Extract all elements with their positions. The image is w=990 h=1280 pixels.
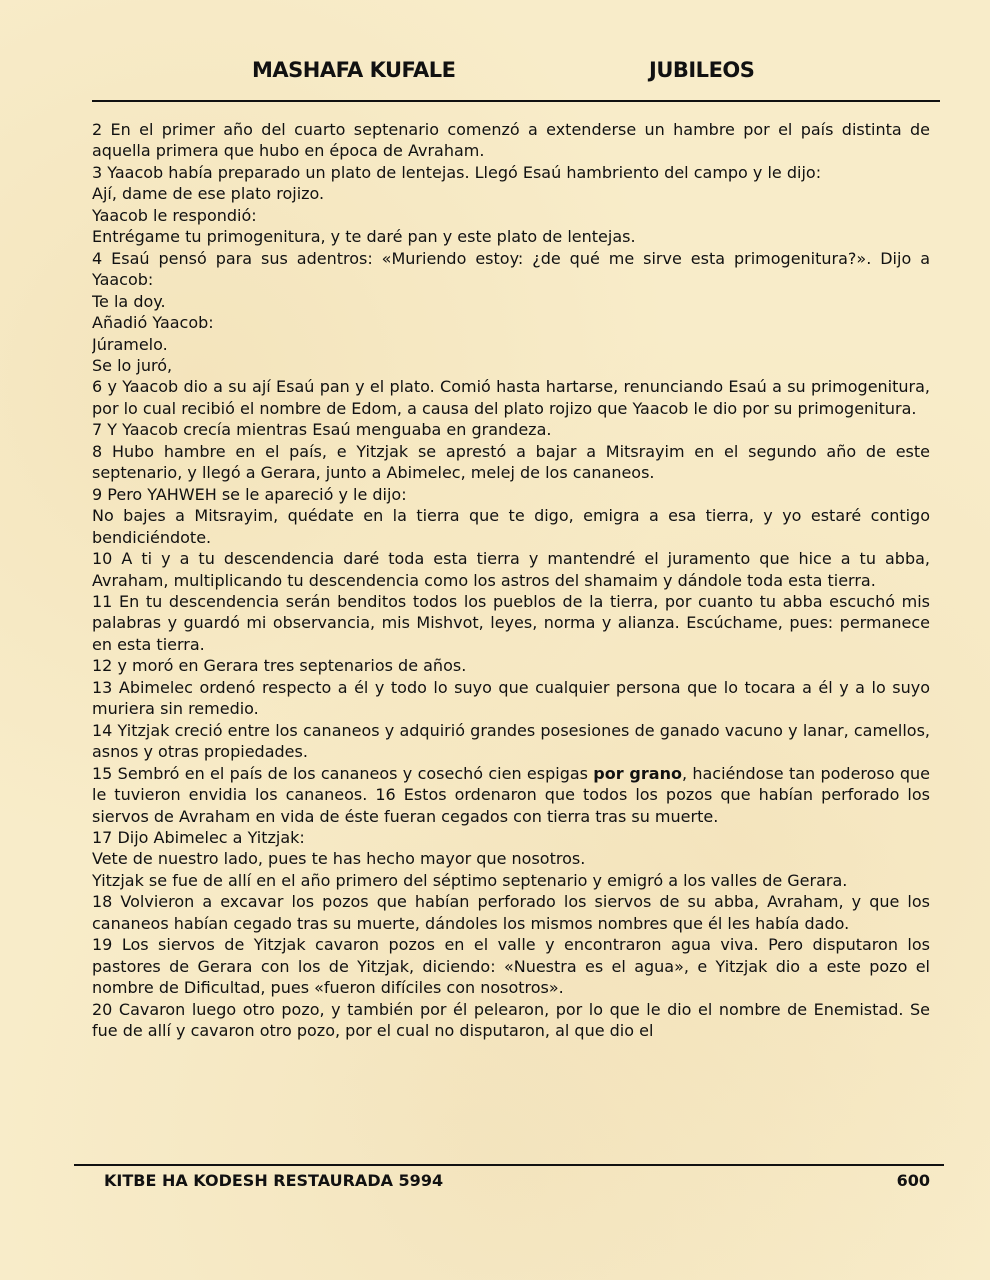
paragraph: 20 Cavaron luego otro pozo, y también por él pelearon, por lo que le dio el nombre de Enemistad. Se fue de allí y cavaron otro pozo, por el cual no disputaron, al que dio el [92, 999, 930, 1041]
paragraph: Vete de nuestro lado, pues te has hecho mayor que nosotros. [92, 849, 586, 869]
page-number: 600 [896, 1171, 930, 1190]
paragraph: 12 y moró en Gerara tres septenarios de años. [92, 656, 467, 676]
header-book-title: MASHAFA KUFALE [252, 58, 456, 82]
paragraph: 4 Esaú pensó para sus adentros: «Muriendo estoy: ¿de qué me sirve esta primogenitura?». Dijo a Yaacob: [92, 248, 930, 290]
paragraph: Añadió Yaacob: [92, 313, 214, 333]
paragraph: 7 Y Yaacob crecía mientras Esaú menguaba en grandeza. [92, 420, 552, 440]
paragraph-15-bold: por grano [593, 763, 682, 783]
paragraph: 19 Los siervos de Yitzjak cavaron pozos en el valle y encontraron agua viva. Pero disputaron los pastores de Gerara con los de Yitzjak, diciendo: «Nuestra es el agua», e Yitzjak dio a este pozo el nombre de Dificultad, pues «fueron difíciles con nosotros». [92, 935, 930, 998]
paragraph: 18 Volvieron a excavar los pozos que habían perforado los siervos de su abba, Avraham, y que los cananeos habían cegado tras su muerte, dándoles los mismos nombres que él les había dado. [92, 892, 930, 933]
paragraph: 14 Yitzjak creció entre los cananeos y adquirió grandes posesiones de ganado vacuno y lanar, camellos, asnos y otras propiedades. [92, 720, 930, 762]
footer-rule [74, 1164, 944, 1166]
paragraph: 6 y Yaacob dio a su ají Esaú pan y el plato. Comió hasta hartarse, renunciando Esaú a su primogenitura, por lo cual recibió el nombre de Edom, a causa del plato rojizo que Yaacob le dio por su primogenitura. [92, 377, 930, 418]
paragraph: 10 A ti y a tu descendencia daré toda esta tierra y mantendré el juramento que hice a tu abba, Avraham, multiplicando tu descendencia como los astros del shamaim y dándole toda esta tierra. [92, 549, 930, 590]
paragraph: 3 Yaacob había preparado un plato de lentejas. Llegó Esaú hambriento del campo y le dijo: [92, 162, 822, 182]
paragraph-15-after: , haciéndose tan poderoso que le tuvieron envidia los cananeos. 16 Estos ordenaron que todos los pozos que habían perforado los siervos de Avraham en vida de éste fueran cegados con tierra tras su muerte. [92, 763, 930, 826]
paragraph: 13 Abimelec ordenó respecto a él y todo lo suyo que cualquier persona que lo tocara a él y a lo suyo muriera sin remedio. [92, 677, 930, 719]
paragraph: 11 En tu descendencia serán benditos todos los pueblos de la tierra, por cuanto tu abba escuchó mis palabras y guardó mi observancia, mis Mishvot, leyes, norma y alianza. Escúchame, pues: permanece en esta tierra. [92, 591, 930, 654]
paragraph: Yaacob le respondió: [92, 205, 257, 225]
header-rule [92, 100, 940, 102]
paragraph: Yitzjak se fue de allí en el año primero del séptimo septenario y emigró a los valles de Gerara. [92, 870, 848, 890]
page-header [92, 58, 940, 88]
paragraph: 2 En el primer año del cuarto septenario comenzó a extenderse un hambre por el país distinta de aquella primera que hubo en época de Avraham. [92, 120, 930, 161]
page-body [92, 119, 930, 1159]
header-section-title: JUBILEOS [649, 58, 755, 82]
paragraph: Ají, dame de ese plato rojizo. [92, 184, 325, 204]
paragraph: 9 Pero YAHWEH se le apareció y le dijo: [92, 484, 407, 504]
paragraph-15 [92, 763, 930, 827]
paragraph: Júramelo. [92, 334, 168, 354]
paragraph: Te la doy. [92, 291, 166, 311]
paragraph-15-before: 15 Sembró en el país de los cananeos y cosechó cien espigas [92, 763, 594, 783]
paragraph: Entrégame tu primogenitura, y te daré pan y este plato de lentejas. [92, 227, 636, 247]
paragraph: 8 Hubo hambre en el país, e Yitzjak se aprestó a bajar a Mitsrayim en el segundo año de este septenario, y llegó a Gerara, junto a Abimelec, melej de los cananeos. [92, 441, 930, 483]
paragraph: 17 Dijo Abimelec a Yitzjak: [92, 827, 305, 847]
footer-book-title: KITBE HA KODESH RESTAURADA 5994 [104, 1171, 444, 1190]
page-footer [104, 1171, 930, 1193]
paragraph: No bajes a Mitsrayim, quédate en la tierra que te digo, emigra a esa tierra, y yo estaré contigo bendiciéndote. [92, 506, 930, 547]
paragraph: Se lo juró, [92, 355, 173, 375]
